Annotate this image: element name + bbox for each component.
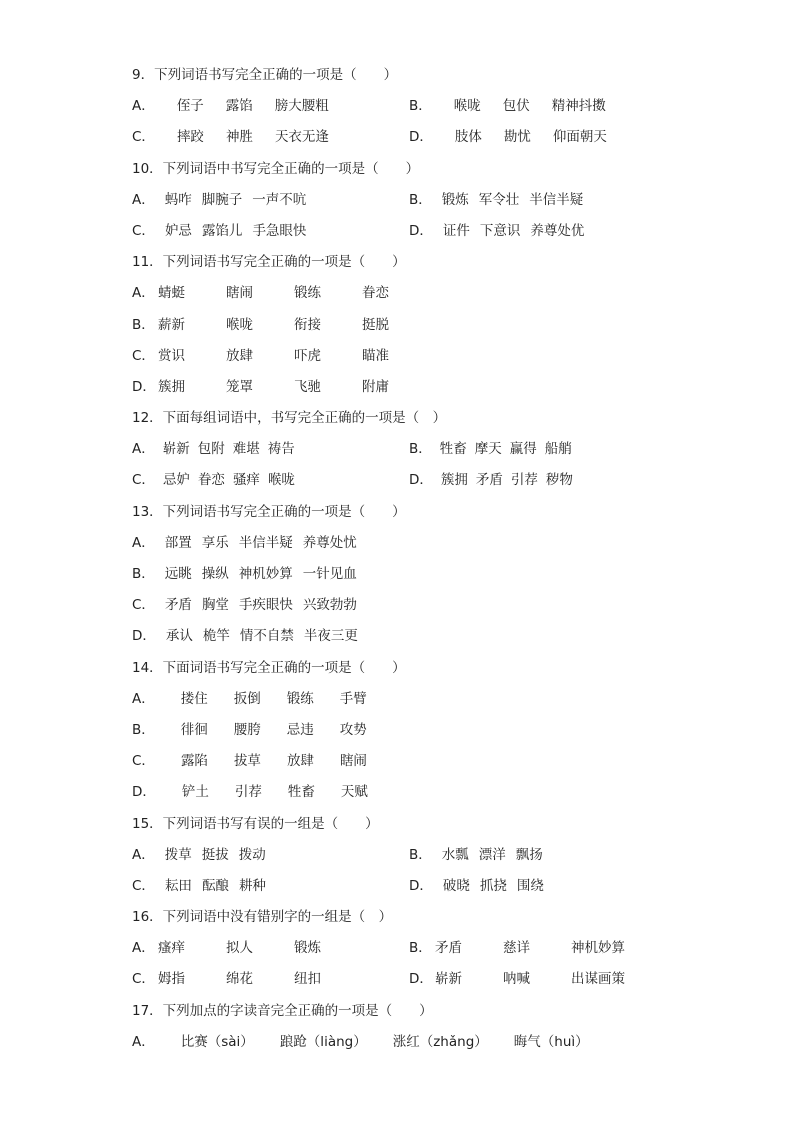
option-row — [132, 185, 692, 216]
option-word: 情不自禁 — [239, 628, 294, 645]
option-word: 喉咙 — [226, 316, 253, 333]
option-word: 神胜 — [225, 129, 253, 146]
option-row — [132, 310, 692, 341]
option-word: 抓挠 — [479, 877, 507, 894]
option-label: D． — [132, 628, 156, 645]
option-a — [132, 684, 367, 715]
option-label: D． — [132, 378, 156, 395]
option-word: 眷恋 — [362, 285, 389, 302]
option-word: 兴致勃勃 — [302, 597, 357, 614]
option-row — [132, 278, 692, 309]
option-row — [132, 559, 692, 590]
option-row — [132, 777, 692, 808]
option-word: 攻势 — [339, 721, 367, 738]
option-label: C． — [132, 877, 155, 894]
option-label: B． — [409, 846, 432, 863]
option-word: 妒忌 — [164, 222, 192, 239]
option-d — [409, 216, 584, 247]
option-word: 一针见血 — [302, 566, 357, 582]
option-row — [132, 715, 692, 746]
option-c — [132, 465, 295, 496]
option-row — [132, 871, 692, 902]
option-word: 膀大腰粗 — [274, 98, 329, 115]
option-word: 姆指 — [158, 971, 185, 988]
option-label: B． — [409, 441, 432, 458]
option-word: 搂住 — [180, 690, 208, 707]
option-a — [132, 91, 329, 122]
option-d — [409, 871, 544, 902]
option-row — [132, 465, 692, 496]
option-b — [132, 559, 357, 590]
option-word: 瞎闹 — [226, 285, 253, 302]
option-word: 手疾眼快 — [238, 597, 293, 614]
option-b — [409, 840, 543, 871]
option-d — [409, 122, 607, 153]
question-stem: 17．下列加点的字读音完全正确的一项是（ ） — [132, 1002, 433, 1019]
option-label: C． — [132, 597, 155, 614]
option-word: 飘扬 — [515, 846, 543, 863]
option-label: A． — [132, 285, 155, 302]
option-b — [132, 310, 430, 341]
option-c — [132, 216, 306, 247]
option-word: 拔草 — [233, 753, 261, 770]
option-word: 包附 — [197, 441, 225, 458]
option-word: 慈详 — [503, 940, 530, 957]
option-row — [132, 341, 692, 372]
option-label: C． — [132, 347, 155, 364]
option-word: 喉咙 — [453, 98, 481, 115]
option-row — [132, 528, 692, 559]
option-word: 扳倒 — [233, 690, 261, 707]
option-word: 半夜三更 — [303, 628, 358, 645]
option-label: C． — [132, 129, 155, 146]
option-c — [132, 964, 362, 995]
option-word: 酝酿 — [201, 877, 229, 894]
option-row — [132, 434, 692, 465]
option-word: 忌违 — [286, 721, 314, 738]
option-word: 包伏 — [502, 98, 530, 115]
option-label: B． — [132, 721, 155, 738]
option-word: 放肆 — [286, 753, 314, 770]
option-word: 围绕 — [516, 877, 544, 894]
option-label: C． — [132, 753, 155, 770]
option-b — [409, 91, 606, 122]
option-word: 矛盾 — [164, 597, 192, 614]
option-word: 承认 — [165, 628, 193, 645]
option-word: 拨动 — [238, 846, 266, 863]
option-word: 赏识 — [158, 347, 185, 364]
exam-page — [132, 60, 692, 1058]
option-word: 天衣无逢 — [274, 129, 329, 146]
option-a — [132, 1027, 589, 1058]
option-word: 绵花 — [226, 971, 253, 988]
option-word: 纽扣 — [294, 971, 321, 988]
option-word: 侄子 — [176, 98, 204, 115]
option-word: 忌妒 — [162, 472, 190, 489]
option-label: C． — [132, 472, 155, 489]
option-a — [132, 278, 430, 309]
option-word: 蚂咋 — [164, 191, 192, 208]
option-word: 腰胯 — [233, 721, 261, 738]
option-label: C． — [132, 222, 155, 239]
question-stem: 15．下列词语书写有误的一组是（ ） — [132, 815, 379, 832]
option-word: 神机妙算 — [238, 566, 293, 582]
option-word: 锻练 — [286, 690, 314, 707]
option-word: 秽物 — [545, 472, 573, 489]
option-c — [132, 341, 430, 372]
option-word: 露馅 — [225, 98, 253, 115]
option-word: 晦气（huì） — [513, 1033, 589, 1050]
option-word: 踉跄（liàng） — [279, 1033, 367, 1050]
option-word: 养尊处忧 — [302, 534, 357, 551]
option-word: 锻炼 — [294, 940, 321, 957]
question-stem: 14．下面词语书写完全正确的一项是（ ） — [132, 659, 406, 676]
option-word: 船艄 — [544, 441, 572, 458]
option-word: 崭新 — [162, 441, 190, 458]
option-word: 祷告 — [267, 441, 295, 458]
option-word: 露陷 — [180, 753, 208, 770]
option-word: 耕种 — [238, 877, 266, 894]
option-b — [409, 933, 625, 964]
option-d — [132, 621, 358, 652]
option-row — [132, 216, 692, 247]
option-label: A． — [132, 1033, 155, 1050]
option-c — [132, 746, 367, 777]
option-word: 崭新 — [435, 971, 462, 988]
option-word: 操纵 — [201, 566, 229, 582]
option-word: 精神抖擞 — [551, 98, 606, 115]
option-word: 锻炼 — [441, 191, 469, 208]
option-word: 勘忧 — [503, 129, 531, 146]
option-word: 养尊处优 — [530, 222, 585, 239]
option-word: 手臂 — [339, 690, 367, 707]
option-word: 仰面朝天 — [552, 129, 607, 146]
option-word: 薪新 — [158, 316, 185, 333]
option-label: B． — [409, 98, 432, 115]
option-row — [132, 621, 692, 652]
option-word: 难堪 — [232, 441, 260, 458]
option-row — [132, 91, 692, 122]
question-stem: 10．下列词语中书写完全正确的一项是（ ） — [132, 160, 420, 177]
option-word: 半信半疑 — [529, 191, 584, 208]
option-word: 瞎闹 — [339, 753, 367, 770]
option-word: 瘙痒 — [158, 940, 185, 957]
option-word: 喉咙 — [267, 472, 295, 489]
option-d — [409, 964, 625, 995]
option-word: 漂洋 — [478, 846, 506, 863]
option-label: A． — [132, 940, 155, 957]
option-word: 比赛（sài） — [180, 1033, 254, 1050]
option-row — [132, 122, 692, 153]
option-b — [409, 185, 583, 216]
option-label: A． — [132, 441, 155, 458]
question-stem: 11．下列词语书写完全正确的一项是（ ） — [132, 254, 406, 271]
option-row — [132, 840, 692, 871]
option-word: 露馅儿 — [201, 222, 243, 239]
question-stem: 13．下列词语书写完全正确的一项是（ ） — [132, 503, 406, 520]
option-label: B． — [132, 566, 155, 582]
option-label: A． — [132, 534, 155, 551]
option-word: 簇拥 — [440, 472, 468, 489]
option-label: B． — [409, 940, 432, 957]
option-label: D． — [409, 222, 433, 239]
option-word: 簇拥 — [158, 378, 185, 395]
option-word: 破晓 — [442, 877, 470, 894]
option-word: 证件 — [442, 222, 470, 239]
option-a — [132, 840, 266, 871]
option-word: 耘田 — [164, 877, 192, 894]
option-word: 水瓢 — [441, 846, 469, 863]
option-word: 放肆 — [226, 347, 253, 364]
option-word: 衔接 — [294, 316, 321, 333]
option-word: 牲畜 — [439, 441, 467, 458]
option-word: 天赋 — [340, 784, 368, 801]
option-word: 摩天 — [474, 441, 502, 458]
option-word: 拟人 — [226, 940, 253, 957]
option-word: 涨红（zhǎng） — [392, 1033, 488, 1050]
option-word: 铲土 — [181, 784, 209, 801]
option-word: 脚腕子 — [201, 191, 243, 208]
option-row — [132, 964, 692, 995]
option-word: 骚痒 — [232, 472, 260, 489]
option-word: 徘徊 — [180, 721, 208, 738]
option-word: 享乐 — [201, 534, 229, 551]
option-word: 飞驰 — [294, 378, 321, 395]
option-label: D． — [132, 784, 156, 801]
option-row — [132, 590, 692, 621]
option-a — [132, 528, 357, 559]
option-d — [409, 465, 573, 496]
option-label: D． — [409, 129, 433, 146]
option-a — [132, 434, 295, 465]
option-d — [132, 777, 368, 808]
option-word: 半信半疑 — [238, 534, 293, 551]
option-word: 引荐 — [234, 784, 262, 801]
option-word: 挺脱 — [362, 316, 389, 333]
question-stem: 16．下列词语中没有错别字的一组是（ ） — [132, 909, 393, 926]
option-label: D． — [409, 877, 433, 894]
option-label: C． — [132, 971, 155, 988]
option-word: 部置 — [164, 534, 192, 551]
option-label: A． — [132, 191, 155, 208]
question-stem: 12．下面每组词语中，书写完全正确的一项是（ ） — [132, 410, 447, 427]
option-word: 拨草 — [164, 846, 192, 863]
option-label: A． — [132, 690, 155, 707]
option-word: 眷恋 — [197, 472, 225, 489]
option-row — [132, 684, 692, 715]
option-word: 瞄准 — [362, 347, 389, 364]
option-word: 呐喊 — [503, 971, 530, 988]
option-label: B． — [409, 191, 432, 208]
option-word: 胸堂 — [201, 597, 229, 614]
option-word: 出谋画策 — [571, 971, 625, 988]
option-word: 吓虎 — [294, 347, 321, 364]
option-word: 锻练 — [294, 285, 321, 302]
option-word: 摔跤 — [176, 129, 204, 146]
option-label: B． — [132, 316, 155, 333]
option-word: 神机妙算 — [571, 940, 625, 957]
option-label: D． — [409, 971, 433, 988]
option-c — [132, 871, 266, 902]
option-row — [132, 746, 692, 777]
option-b — [409, 434, 572, 465]
option-row — [132, 1027, 692, 1058]
option-label: D． — [409, 472, 433, 489]
option-c — [132, 590, 357, 621]
option-d — [132, 372, 430, 403]
option-word: 笼罩 — [226, 378, 253, 395]
option-word: 引荐 — [510, 472, 538, 489]
option-word: 牲畜 — [287, 784, 315, 801]
option-word: 矛盾 — [475, 472, 503, 489]
option-word: 赢得 — [509, 441, 537, 458]
option-word: 矛盾 — [435, 940, 462, 957]
option-word: 手急眼快 — [252, 222, 307, 239]
option-label: A． — [132, 846, 155, 863]
option-a — [132, 933, 362, 964]
option-a — [132, 185, 306, 216]
option-word: 肢体 — [454, 129, 482, 146]
option-b — [132, 715, 367, 746]
question-stem: 9．下列词语书写完全正确的一项是（ ） — [132, 67, 398, 83]
option-word: 挺拔 — [201, 846, 229, 863]
option-word: 桅竿 — [202, 628, 230, 645]
option-word: 蜻蜓 — [158, 285, 185, 302]
option-c — [132, 122, 329, 153]
option-word: 军令壮 — [478, 191, 520, 208]
option-row — [132, 372, 692, 403]
option-word: 附庸 — [362, 378, 389, 395]
option-word: 一声不吭 — [252, 191, 307, 208]
option-word: 远眺 — [164, 566, 192, 582]
option-row — [132, 933, 692, 964]
option-label: A． — [132, 98, 155, 115]
option-word: 下意识 — [479, 222, 521, 239]
